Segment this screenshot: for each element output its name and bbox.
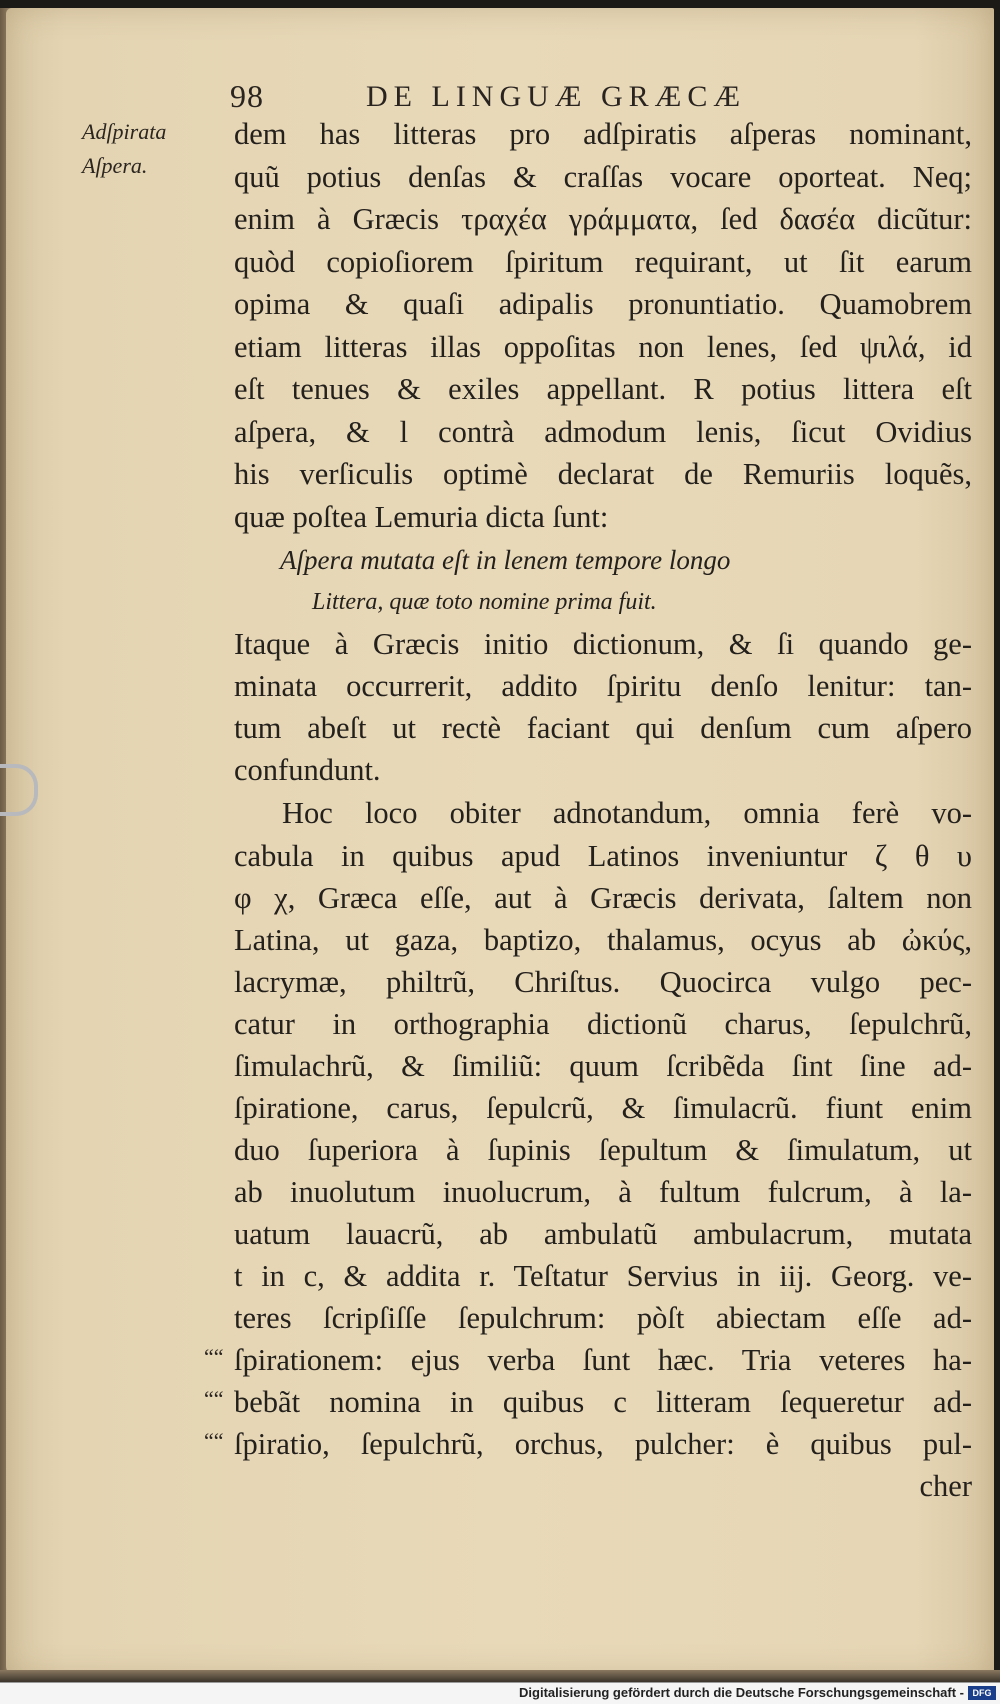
margin-note-2: Aſpera. (82, 153, 148, 178)
text-line: enim à Græcis τραχέα γράμματα, ſed δασέα dicũtur: (234, 202, 972, 236)
text-line: uatum lauacrũ, ab ambulatũ ambulacrum, mutata (234, 1217, 972, 1251)
page-number: 98 (230, 78, 264, 114)
text-line: quæ poſtea Lemuria dicta ſunt: (234, 500, 609, 534)
text-line: quũ potius denſas & craſſas vocare oporteat. Neq; (234, 160, 972, 194)
text-line: ab inuolutum inuolucrum, à fultum fulcrum, à la- (234, 1175, 972, 1209)
text-line: φ χ, Græca eſſe, aut à Græcis derivata, ſaltem non (234, 881, 972, 915)
running-title: DE LINGUÆ GRÆCÆ (366, 80, 747, 113)
text-line: Latina, ut gaza, baptizo, thalamus, ocyus ab ὠκύς, (234, 923, 972, 957)
text-line: ſpirationem: ejus verba ſunt hæc. Tria veteres ha- (234, 1343, 972, 1377)
verse-line: Littera, quæ toto nomine prima fuit. (312, 589, 657, 615)
text-line: opima & quaſi adipalis pronuntiatio. Quamobrem (234, 287, 972, 321)
text-line: minata occurrerit, addito ſpiritu denſo lenitur: tan- (234, 669, 972, 703)
text-line: etiam litteras illas oppoſitas non lenes, ſed ψιλά, id (234, 330, 972, 364)
text-line: confundunt. (234, 753, 381, 787)
verse-line: Aſpera mutata eſt in lenem tempore longo (280, 545, 731, 575)
text-line: lacrymæ, philtrũ, Chriſtus. Quocirca vulgo pec- (234, 965, 972, 999)
text-line: aſpera, & l contrà admodum lenis, ſicut Ovidius (234, 415, 972, 449)
page-clip-icon (0, 764, 38, 816)
running-head (226, 78, 986, 118)
text-line: duo ſuperiora à ſupinis ſepultum & ſimulatum, ut (234, 1133, 972, 1167)
text-line: ſpiratione, carus, ſepulcrũ, & ſimulacrũ. fiunt enim (234, 1091, 972, 1125)
text-line: Hoc loco obiter adnotandum, omnia ferè vo- (282, 796, 972, 830)
text-line: tum abeſt ut rectè faciant qui denſum cum aſpero (234, 711, 972, 745)
catchword: cher (919, 1469, 972, 1503)
footer-bar (0, 1682, 1000, 1704)
quote-mark: ““ (204, 1386, 224, 1411)
text-line: his verſiculis optimè declarat de Remuriis loquẽs, (234, 457, 972, 491)
text-line: bebãt nomina in quibus c litteram ſequeretur ad- (234, 1385, 972, 1419)
text-line: dem has litteras pro adſpiratis aſperas nominant, (234, 117, 972, 151)
text-line: t in c, & addita r. Teſtatur Servius in iij. Georg. ve- (234, 1259, 972, 1293)
text-line: cabula in quibus apud Latinos inveniuntur ζ θ υ (234, 839, 972, 873)
text-line: quòd copioſiorem ſpiritum requirant, ut ſit earum (234, 245, 972, 279)
text-line: eſt tenues & exiles appellant. R potius littera eſt (234, 372, 972, 406)
quote-mark: ““ (204, 1344, 224, 1369)
text-line: ſpiratio, ſepulchrũ, orchus, pulcher: è quibus pul- (234, 1427, 972, 1461)
margin-note-1: Adſpirata (82, 119, 167, 144)
page-bottom-edge (0, 1670, 1000, 1682)
text-line: teres ſcripſiſſe ſepulchrum: pòſt abiectam eſſe ad- (234, 1301, 972, 1335)
text-line: ſimulachrũ, & ſimiliũ: quum ſcribẽda ſint ſine ad- (234, 1049, 972, 1083)
dfg-logo-icon: DFG (968, 1686, 996, 1700)
funding-credit: Digitalisierung gefördert durch die Deutsche Forschungsgemeinschaft - (519, 1685, 964, 1700)
quote-mark: ““ (204, 1428, 224, 1453)
text-line: catur in orthographia dictionũ charus, ſepulchrũ, (234, 1007, 972, 1041)
text-line: Itaque à Græcis initio dictionum, & ſi quando ge- (234, 627, 972, 661)
